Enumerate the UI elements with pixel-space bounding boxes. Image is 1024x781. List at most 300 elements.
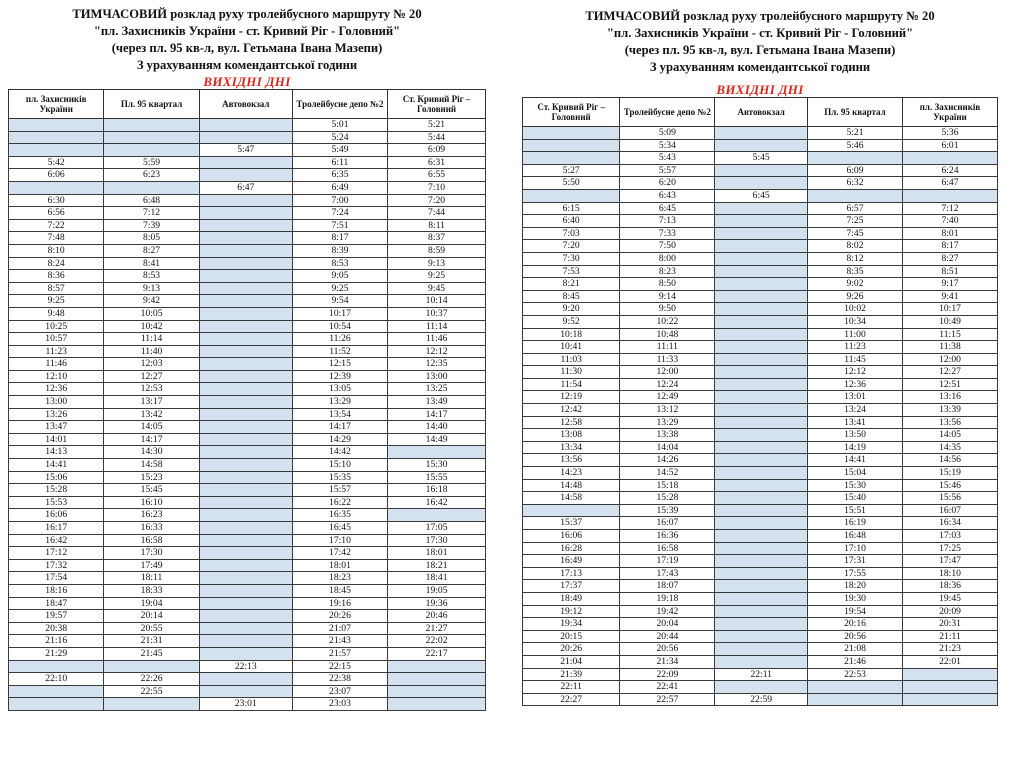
time-cell: 20:14 bbox=[104, 610, 199, 623]
time-cell bbox=[715, 479, 808, 492]
time-cell: 17:12 bbox=[9, 547, 104, 560]
time-cell: 16:23 bbox=[104, 509, 199, 522]
table-row bbox=[523, 555, 998, 568]
table-row bbox=[9, 257, 486, 270]
table-row bbox=[9, 534, 486, 547]
time-cell: 19:36 bbox=[388, 597, 486, 610]
time-cell: 11:46 bbox=[9, 358, 104, 371]
title-line-2: "пл. Захисників України - ст. Кривий Ріг - Головний" bbox=[93, 24, 401, 38]
time-cell bbox=[715, 605, 808, 618]
time-cell bbox=[104, 144, 199, 157]
column-header: Тролейбусне депо №2 bbox=[620, 98, 715, 127]
time-cell: 19:16 bbox=[292, 597, 387, 610]
time-cell bbox=[199, 647, 292, 660]
time-cell: 7:12 bbox=[903, 202, 998, 215]
time-cell: 8:57 bbox=[9, 282, 104, 295]
time-cell: 23:07 bbox=[292, 685, 387, 698]
time-cell: 5:34 bbox=[620, 139, 715, 152]
table-row bbox=[523, 504, 998, 517]
time-cell bbox=[199, 459, 292, 472]
time-cell: 8:59 bbox=[388, 244, 486, 257]
time-cell: 17:19 bbox=[620, 555, 715, 568]
table-row bbox=[9, 572, 486, 585]
time-cell bbox=[808, 693, 903, 706]
time-cell: 8:12 bbox=[808, 252, 903, 265]
table-row bbox=[523, 580, 998, 593]
time-cell bbox=[199, 156, 292, 169]
time-cell: 9:42 bbox=[104, 295, 199, 308]
column-header: Пл. 95 квартал bbox=[808, 98, 903, 127]
time-cell: 12:03 bbox=[104, 358, 199, 371]
time-cell bbox=[9, 131, 104, 144]
time-cell bbox=[715, 441, 808, 454]
table-row bbox=[9, 522, 486, 535]
time-cell: 6:32 bbox=[808, 177, 903, 190]
time-cell: 8:10 bbox=[9, 244, 104, 257]
time-cell: 8:53 bbox=[292, 257, 387, 270]
time-cell: 9:25 bbox=[9, 295, 104, 308]
time-cell: 15:04 bbox=[808, 467, 903, 480]
time-cell: 6:49 bbox=[292, 181, 387, 194]
table-row bbox=[523, 278, 998, 291]
time-cell: 5:24 bbox=[292, 131, 387, 144]
time-cell: 7:13 bbox=[620, 215, 715, 228]
time-cell: 16:18 bbox=[388, 484, 486, 497]
time-cell: 13:17 bbox=[104, 396, 199, 409]
time-cell: 17:42 bbox=[292, 547, 387, 560]
time-cell: 14:04 bbox=[620, 441, 715, 454]
time-cell: 5:27 bbox=[523, 164, 620, 177]
time-cell: 14:30 bbox=[104, 446, 199, 459]
time-cell bbox=[199, 257, 292, 270]
time-cell: 16:10 bbox=[104, 496, 199, 509]
time-cell: 19:05 bbox=[388, 584, 486, 597]
time-cell: 20:31 bbox=[903, 618, 998, 631]
time-cell: 8:24 bbox=[9, 257, 104, 270]
time-cell: 16:06 bbox=[9, 509, 104, 522]
title-line-1: ТИМЧАСОВИЙ розклад руху тролейбусного маршруту № 20 bbox=[72, 7, 422, 21]
time-cell: 13:05 bbox=[292, 383, 387, 396]
time-cell: 13:34 bbox=[523, 441, 620, 454]
time-cell bbox=[808, 681, 903, 694]
time-cell: 12:10 bbox=[9, 370, 104, 383]
time-cell: 16:58 bbox=[104, 534, 199, 547]
time-cell: 16:22 bbox=[292, 496, 387, 509]
time-cell: 21:34 bbox=[620, 655, 715, 668]
time-cell: 15:35 bbox=[292, 471, 387, 484]
time-cell: 5:36 bbox=[903, 127, 998, 140]
time-cell: 18:49 bbox=[523, 592, 620, 605]
time-cell: 14:13 bbox=[9, 446, 104, 459]
time-cell: 15:57 bbox=[292, 484, 387, 497]
time-cell: 21:23 bbox=[903, 643, 998, 656]
time-cell bbox=[715, 655, 808, 668]
time-cell bbox=[715, 278, 808, 291]
time-cell bbox=[715, 567, 808, 580]
time-cell: 16:49 bbox=[523, 555, 620, 568]
table-row bbox=[9, 446, 486, 459]
time-cell: 5:50 bbox=[523, 177, 620, 190]
time-cell: 23:01 bbox=[199, 698, 292, 711]
table-row bbox=[523, 567, 998, 580]
time-cell: 12:58 bbox=[523, 416, 620, 429]
time-cell: 12:27 bbox=[104, 370, 199, 383]
time-cell: 6:09 bbox=[388, 144, 486, 157]
table-row bbox=[523, 252, 998, 265]
time-cell: 16:28 bbox=[523, 542, 620, 555]
table-row bbox=[523, 479, 998, 492]
time-cell bbox=[715, 542, 808, 555]
time-cell: 17:13 bbox=[523, 567, 620, 580]
time-cell: 18:11 bbox=[104, 572, 199, 585]
days-label: ВИХІДНІ ДНІ bbox=[203, 74, 291, 89]
time-cell bbox=[199, 270, 292, 283]
time-cell: 13:54 bbox=[292, 408, 387, 421]
time-cell: 8:27 bbox=[903, 252, 998, 265]
table-row bbox=[523, 643, 998, 656]
time-cell bbox=[715, 303, 808, 316]
time-cell bbox=[104, 698, 199, 711]
time-cell bbox=[199, 408, 292, 421]
time-cell bbox=[715, 353, 808, 366]
table-row bbox=[523, 693, 998, 706]
table-row bbox=[523, 441, 998, 454]
table-row bbox=[9, 471, 486, 484]
time-cell bbox=[523, 189, 620, 202]
time-cell: 6:48 bbox=[104, 194, 199, 207]
time-cell: 12:36 bbox=[808, 378, 903, 391]
time-cell: 12:49 bbox=[620, 391, 715, 404]
title-line-4: З урахуванням комендантської години bbox=[649, 60, 871, 74]
time-cell: 22:26 bbox=[104, 673, 199, 686]
time-cell: 14:05 bbox=[903, 429, 998, 442]
time-cell: 14:41 bbox=[808, 454, 903, 467]
time-cell: 7:39 bbox=[104, 219, 199, 232]
time-cell: 14:40 bbox=[388, 421, 486, 434]
time-cell: 11:11 bbox=[620, 341, 715, 354]
time-cell: 12:51 bbox=[903, 378, 998, 391]
time-cell: 20:16 bbox=[808, 618, 903, 631]
time-cell: 15:30 bbox=[808, 479, 903, 492]
time-cell bbox=[715, 681, 808, 694]
time-cell: 9:50 bbox=[620, 303, 715, 316]
table-row bbox=[9, 484, 486, 497]
time-cell bbox=[199, 610, 292, 623]
column-header: Ст. Кривий Ріг – Головний bbox=[523, 98, 620, 127]
time-cell: 6:35 bbox=[292, 169, 387, 182]
table-row bbox=[523, 164, 998, 177]
title-line-2: "пл. Захисників України - ст. Кривий Ріг - Головний" bbox=[606, 26, 914, 40]
time-cell: 11:54 bbox=[523, 378, 620, 391]
time-cell: 7:50 bbox=[620, 240, 715, 253]
table-row bbox=[9, 282, 486, 295]
time-cell: 6:01 bbox=[903, 139, 998, 152]
time-cell: 13:24 bbox=[808, 404, 903, 417]
time-cell: 15:28 bbox=[620, 492, 715, 505]
time-cell: 7:44 bbox=[388, 207, 486, 220]
table-row bbox=[523, 328, 998, 341]
table-row bbox=[9, 207, 486, 220]
time-cell bbox=[199, 345, 292, 358]
time-cell: 13:47 bbox=[9, 421, 104, 434]
time-cell bbox=[715, 643, 808, 656]
table-row bbox=[523, 378, 998, 391]
time-cell: 17:10 bbox=[808, 542, 903, 555]
time-cell bbox=[715, 127, 808, 140]
time-cell: 5:44 bbox=[388, 131, 486, 144]
time-cell: 16:17 bbox=[9, 522, 104, 535]
time-cell: 7:20 bbox=[388, 194, 486, 207]
time-cell: 13:39 bbox=[903, 404, 998, 417]
time-cell bbox=[199, 584, 292, 597]
time-cell: 14:17 bbox=[292, 421, 387, 434]
time-cell bbox=[808, 189, 903, 202]
schedule-sheet-left bbox=[8, 6, 486, 711]
time-cell: 21:29 bbox=[9, 647, 104, 660]
table-row bbox=[9, 647, 486, 660]
time-cell: 17:32 bbox=[9, 559, 104, 572]
time-cell bbox=[715, 265, 808, 278]
time-cell: 21:07 bbox=[292, 622, 387, 635]
table-row bbox=[523, 618, 998, 631]
table-row bbox=[9, 295, 486, 308]
time-cell: 22:41 bbox=[620, 681, 715, 694]
time-cell: 9:25 bbox=[292, 282, 387, 295]
time-cell bbox=[199, 320, 292, 333]
time-cell: 12:19 bbox=[523, 391, 620, 404]
time-cell: 16:42 bbox=[388, 496, 486, 509]
time-cell: 14:01 bbox=[9, 433, 104, 446]
time-cell: 20:04 bbox=[620, 618, 715, 631]
time-cell: 18:07 bbox=[620, 580, 715, 593]
table-row bbox=[9, 219, 486, 232]
time-cell bbox=[199, 219, 292, 232]
time-cell: 13:29 bbox=[292, 396, 387, 409]
time-cell: 8:11 bbox=[388, 219, 486, 232]
table-row bbox=[523, 416, 998, 429]
table-row bbox=[9, 144, 486, 157]
time-cell: 16:42 bbox=[9, 534, 104, 547]
time-cell: 14:41 bbox=[9, 459, 104, 472]
time-cell: 6:20 bbox=[620, 177, 715, 190]
table-row bbox=[523, 227, 998, 240]
table-row bbox=[523, 303, 998, 316]
time-cell: 8:41 bbox=[104, 257, 199, 270]
time-cell: 17:54 bbox=[9, 572, 104, 585]
time-cell: 17:31 bbox=[808, 555, 903, 568]
time-cell bbox=[199, 119, 292, 132]
table-row bbox=[9, 496, 486, 509]
time-cell bbox=[715, 454, 808, 467]
time-cell bbox=[715, 555, 808, 568]
time-cell bbox=[199, 484, 292, 497]
time-cell bbox=[715, 530, 808, 543]
time-cell bbox=[715, 467, 808, 480]
time-cell bbox=[715, 630, 808, 643]
time-cell bbox=[523, 504, 620, 517]
time-cell: 12:12 bbox=[388, 345, 486, 358]
time-cell: 19:12 bbox=[523, 605, 620, 618]
table-row bbox=[9, 509, 486, 522]
time-cell bbox=[199, 446, 292, 459]
time-cell: 20:44 bbox=[620, 630, 715, 643]
table-row bbox=[9, 660, 486, 673]
time-cell bbox=[715, 315, 808, 328]
table-row bbox=[523, 655, 998, 668]
time-cell: 8:00 bbox=[620, 252, 715, 265]
time-cell bbox=[104, 181, 199, 194]
time-cell bbox=[715, 580, 808, 593]
time-cell: 6:45 bbox=[620, 202, 715, 215]
time-cell: 11:52 bbox=[292, 345, 387, 358]
schedule-sheet-right bbox=[522, 8, 998, 706]
table-row bbox=[9, 156, 486, 169]
time-cell bbox=[9, 119, 104, 132]
table-row bbox=[9, 383, 486, 396]
time-cell: 7:22 bbox=[9, 219, 104, 232]
time-cell: 22:10 bbox=[9, 673, 104, 686]
time-cell: 21:08 bbox=[808, 643, 903, 656]
time-cell: 10:14 bbox=[388, 295, 486, 308]
time-cell bbox=[715, 177, 808, 190]
time-cell: 20:46 bbox=[388, 610, 486, 623]
time-cell: 16:06 bbox=[523, 530, 620, 543]
column-header: Тролейбусне депо №2 bbox=[292, 90, 387, 119]
time-cell bbox=[715, 492, 808, 505]
time-cell: 14:49 bbox=[388, 433, 486, 446]
time-cell: 6:40 bbox=[523, 215, 620, 228]
time-cell: 10:37 bbox=[388, 307, 486, 320]
time-cell: 23:03 bbox=[292, 698, 387, 711]
time-cell: 15:37 bbox=[523, 517, 620, 530]
time-cell: 12:27 bbox=[903, 366, 998, 379]
time-cell bbox=[199, 383, 292, 396]
time-cell: 9:13 bbox=[388, 257, 486, 270]
table-row bbox=[9, 270, 486, 283]
time-cell: 15:55 bbox=[388, 471, 486, 484]
time-cell: 14:26 bbox=[620, 454, 715, 467]
time-cell: 15:45 bbox=[104, 484, 199, 497]
time-cell: 22:15 bbox=[292, 660, 387, 673]
time-cell: 8:36 bbox=[9, 270, 104, 283]
title-line-3: (через пл. 95 кв-л, вул. Гетьмана Івана Мазепи) bbox=[624, 43, 896, 57]
time-cell: 14:58 bbox=[523, 492, 620, 505]
time-cell: 20:56 bbox=[808, 630, 903, 643]
table-row bbox=[523, 215, 998, 228]
time-cell: 18:23 bbox=[292, 572, 387, 585]
column-header: Автовокзал bbox=[715, 98, 808, 127]
table-row bbox=[523, 668, 998, 681]
time-cell: 13:25 bbox=[388, 383, 486, 396]
time-cell: 22:02 bbox=[388, 635, 486, 648]
time-cell: 15:40 bbox=[808, 492, 903, 505]
time-cell: 15:39 bbox=[620, 504, 715, 517]
table-row bbox=[9, 320, 486, 333]
time-cell bbox=[715, 240, 808, 253]
time-cell: 14:29 bbox=[292, 433, 387, 446]
time-cell bbox=[388, 698, 486, 711]
time-cell: 7:20 bbox=[523, 240, 620, 253]
time-cell: 9:54 bbox=[292, 295, 387, 308]
table-row bbox=[9, 433, 486, 446]
time-cell: 17:43 bbox=[620, 567, 715, 580]
time-cell: 12:35 bbox=[388, 358, 486, 371]
time-cell bbox=[199, 597, 292, 610]
time-cell: 9:25 bbox=[388, 270, 486, 283]
time-cell bbox=[199, 396, 292, 409]
table-row bbox=[9, 396, 486, 409]
time-cell: 17:05 bbox=[388, 522, 486, 535]
table-row bbox=[523, 290, 998, 303]
column-header: Автовокзал bbox=[199, 90, 292, 119]
column-header: Ст. Кривий Ріг – Головний bbox=[388, 90, 486, 119]
time-cell bbox=[199, 421, 292, 434]
time-cell: 10:41 bbox=[523, 341, 620, 354]
time-cell: 14:48 bbox=[523, 479, 620, 492]
time-cell: 18:01 bbox=[388, 547, 486, 560]
time-cell: 12:00 bbox=[620, 366, 715, 379]
time-cell: 18:45 bbox=[292, 584, 387, 597]
time-cell: 11:23 bbox=[9, 345, 104, 358]
time-cell bbox=[715, 378, 808, 391]
table-row bbox=[523, 530, 998, 543]
table-row bbox=[9, 559, 486, 572]
time-cell: 8:50 bbox=[620, 278, 715, 291]
time-cell bbox=[715, 416, 808, 429]
time-cell: 11:00 bbox=[808, 328, 903, 341]
time-cell: 21:57 bbox=[292, 647, 387, 660]
table-row bbox=[9, 333, 486, 346]
time-cell: 13:00 bbox=[388, 370, 486, 383]
time-cell: 19:54 bbox=[808, 605, 903, 618]
table-row bbox=[9, 244, 486, 257]
time-cell: 6:15 bbox=[523, 202, 620, 215]
time-cell bbox=[199, 509, 292, 522]
time-cell: 12:24 bbox=[620, 378, 715, 391]
time-cell: 14:52 bbox=[620, 467, 715, 480]
table-row bbox=[9, 622, 486, 635]
title-line-1: ТИМЧАСОВИЙ розклад руху тролейбусного маршруту № 20 bbox=[585, 9, 935, 23]
table-row bbox=[9, 547, 486, 560]
time-cell: 17:49 bbox=[104, 559, 199, 572]
time-cell: 15:18 bbox=[620, 479, 715, 492]
table-row bbox=[9, 459, 486, 472]
column-header: пл. Захисників України bbox=[903, 98, 998, 127]
time-cell: 16:07 bbox=[620, 517, 715, 530]
time-cell: 20:09 bbox=[903, 605, 998, 618]
time-cell bbox=[715, 517, 808, 530]
time-cell bbox=[199, 559, 292, 572]
time-cell: 16:19 bbox=[808, 517, 903, 530]
time-cell: 13:49 bbox=[388, 396, 486, 409]
time-cell bbox=[523, 139, 620, 152]
time-cell: 11:14 bbox=[104, 333, 199, 346]
time-cell bbox=[199, 522, 292, 535]
table-row bbox=[9, 408, 486, 421]
time-cell: 16:45 bbox=[292, 522, 387, 535]
time-cell: 5:46 bbox=[808, 139, 903, 152]
table-row bbox=[523, 592, 998, 605]
time-cell: 21:27 bbox=[388, 622, 486, 635]
time-cell bbox=[199, 169, 292, 182]
table-row bbox=[523, 366, 998, 379]
time-cell: 8:02 bbox=[808, 240, 903, 253]
time-cell: 18:41 bbox=[388, 572, 486, 585]
time-cell bbox=[199, 282, 292, 295]
time-cell: 16:35 bbox=[292, 509, 387, 522]
time-cell: 5:47 bbox=[199, 144, 292, 157]
time-cell: 16:33 bbox=[104, 522, 199, 535]
